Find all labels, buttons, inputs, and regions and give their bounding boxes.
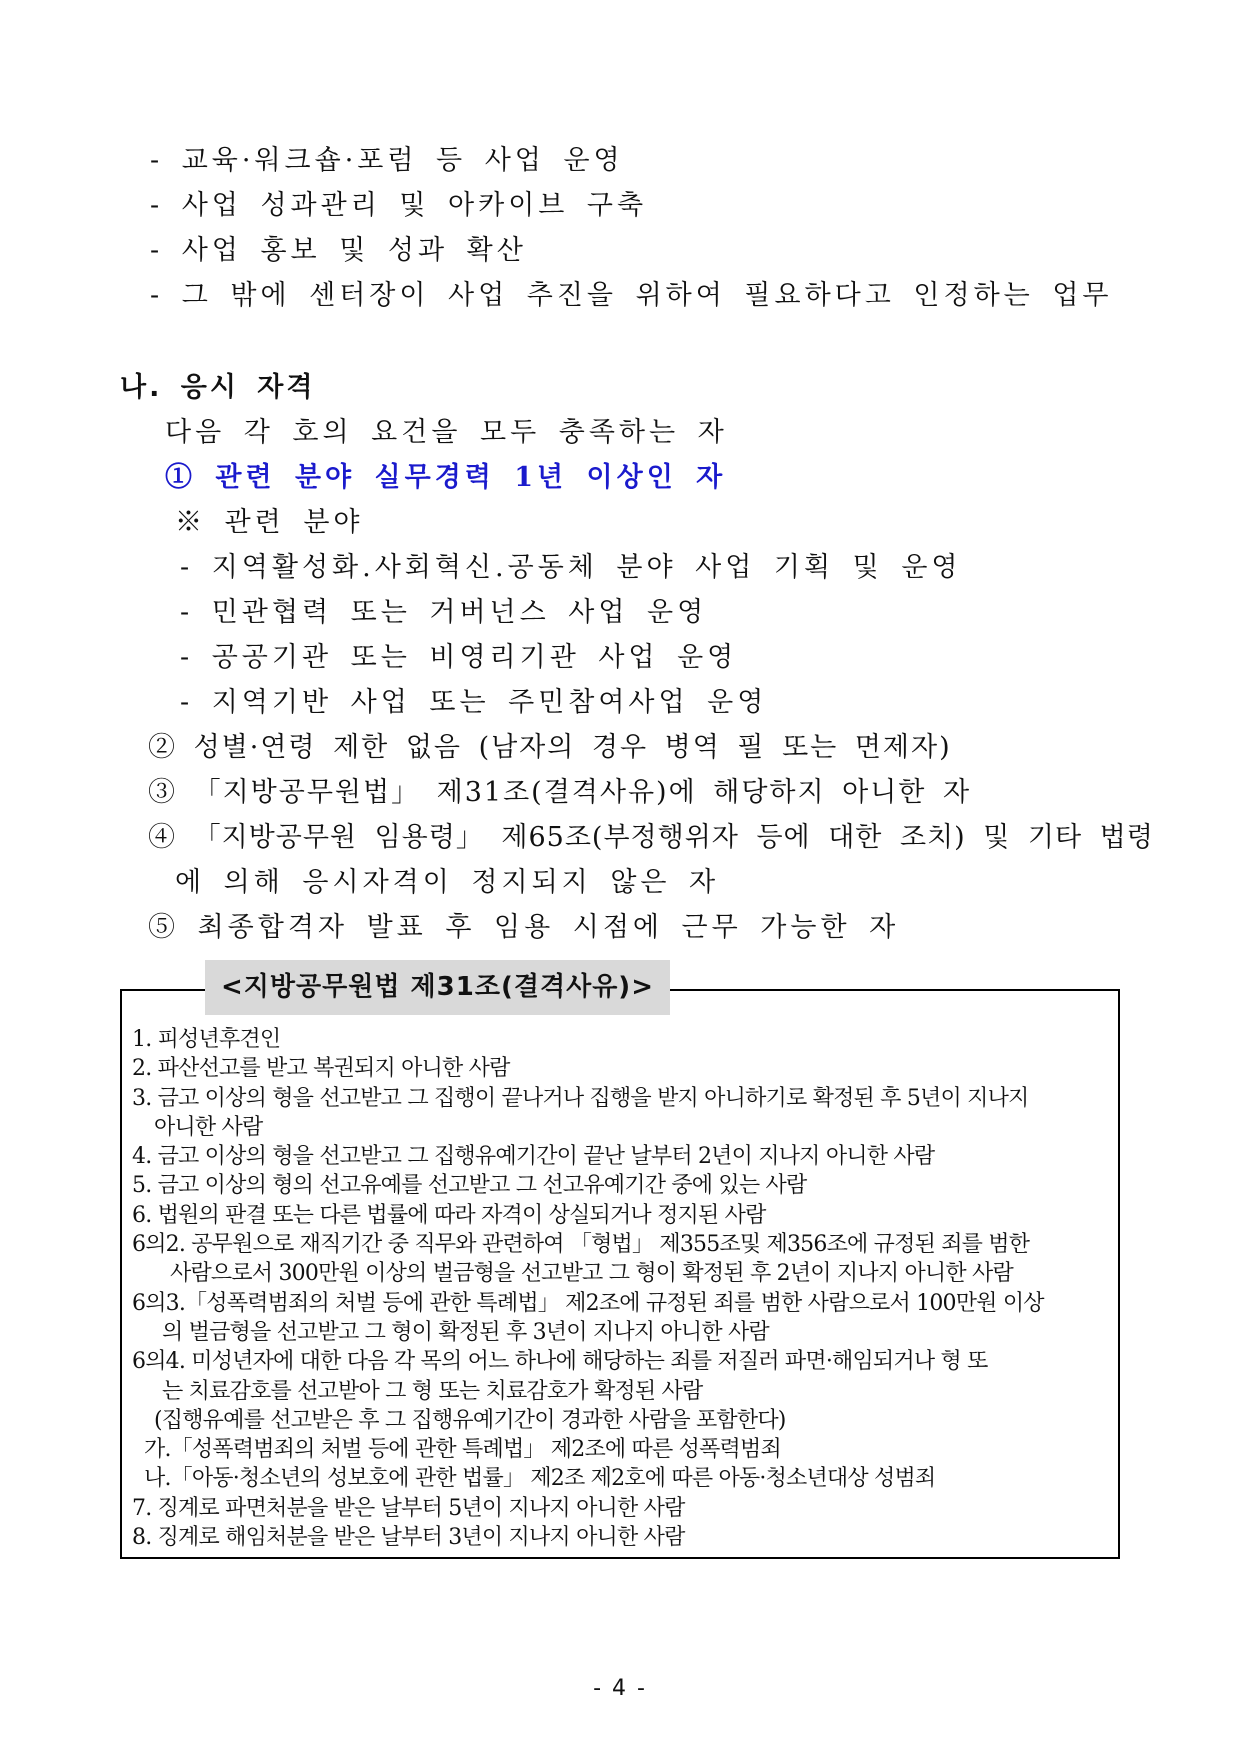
- related-field-item: - 공공기관 또는 비영리기관 사업 운영: [180, 642, 738, 673]
- duty-item: - 사업 홍보 및 성과 확산: [150, 235, 527, 266]
- law-item: 1. 피성년후견인: [132, 1027, 281, 1052]
- law-excerpt-title: <지방공무원법 제31조(결격사유)>: [205, 960, 670, 1015]
- requirement-1: ① 관련 분야 실무경력 1년 이상인 자: [165, 462, 727, 493]
- related-field-item: - 지역기반 사업 또는 주민참여사업 운영: [180, 687, 768, 718]
- law-item: 가.「성폭력범죄의 처벌 등에 관한 특례법」 제2조에 따른 성폭력범죄: [144, 1437, 781, 1463]
- section-heading: 나. 응시 자격: [120, 372, 316, 403]
- duty-item: - 그 밖에 센터장이 사업 추진을 위하여 필요하다고 인정하는 업무: [150, 280, 1113, 311]
- page-number: - 4 -: [593, 1676, 647, 1701]
- law-item: 2. 파산선고를 받고 복권되지 아니한 사람: [132, 1056, 510, 1082]
- requirement-2: ② 성별·연령 제한 없음 (남자의 경우 병역 필 또는 면제자): [148, 732, 952, 763]
- law-item: 6. 법원의 판결 또는 다른 법률에 따라 자격이 상실되거나 정지된 사람: [132, 1202, 766, 1228]
- related-field-item: - 민관협력 또는 거버넌스 사업 운영: [180, 597, 708, 628]
- law-item: 3. 금고 이상의 형을 선고받고 그 집행이 끝나거나 집행을 받지 아니하기로 확정된 후 5년이 지나지: [132, 1085, 1029, 1111]
- law-item: 의 벌금형을 선고받고 그 형이 확정된 후 3년이 지나지 아니한 사람: [162, 1319, 769, 1345]
- related-fields-note: ※ 관련 분야: [175, 507, 364, 538]
- law-item: 6의3.「성폭력범죄의 처벌 등에 관한 특례법」 제2조에 규정된 죄를 범한 사람으로서 100만원 이상: [132, 1290, 1044, 1316]
- duty-item: - 사업 성과관리 및 아카이브 구축: [150, 190, 648, 221]
- law-item: 6의2. 공무원으로 재직기간 중 직무와 관련하여 「형법」 제355조및 제356조에 규정된 죄를 범한: [132, 1232, 1030, 1258]
- law-item: 7. 징계로 파면처분을 받은 날부터 5년이 지나지 아니한 사람: [132, 1495, 685, 1521]
- section-intro: 다음 각 호의 요건을 모두 충족하는 자: [165, 417, 728, 448]
- law-item: 나.「아동·청소년의 성보호에 관한 법률」 제2조 제2호에 따른 아동·청소년대상 성범죄: [144, 1466, 936, 1492]
- law-item: (집행유예를 선고받은 후 그 집행유예기간이 경과한 사람을 포함한다): [154, 1407, 786, 1433]
- law-excerpt-list: [132, 1025, 1117, 1552]
- requirement-5: ⑤ 최종합격자 발표 후 임용 시점에 근무 가능한 자: [148, 912, 900, 943]
- law-item: 는 치료감호를 선고받아 그 형 또는 치료감호가 확정된 사람: [162, 1378, 703, 1404]
- law-item: 사람으로서 300만원 이상의 벌금형을 선고받고 그 형이 확정된 후 2년이 지나지 아니한 사람: [170, 1261, 1013, 1287]
- law-item: 6의4. 미성년자에 대한 다음 각 목의 어느 하나에 해당하는 죄를 저질러 파면·해임되거나 형 또: [132, 1349, 988, 1375]
- law-item: 4. 금고 이상의 형을 선고받고 그 집행유예기간이 끝난 날부터 2년이 지나지 아니한 사람: [132, 1144, 935, 1170]
- law-item: 8. 징계로 해임처분을 받은 날부터 3년이 지나지 아니한 사람: [132, 1525, 685, 1551]
- law-item: 아니한 사람: [154, 1114, 263, 1140]
- related-field-item: - 지역활성화.사회혁신.공동체 분야 사업 기획 및 운영: [180, 552, 962, 583]
- requirement-4-continued: 에 의해 응시자격이 정지되지 않은 자: [175, 867, 720, 898]
- requirement-3: ③ 「지방공무원법」 제31조(결격사유)에 해당하지 아니한 자: [148, 777, 972, 808]
- requirement-4: ④ 「지방공무원 임용령」 제65조(부정행위자 등에 대한 조치) 및 기타 법령: [148, 822, 1154, 853]
- duty-item: - 교육·워크숍·포럼 등 사업 운영: [150, 145, 624, 176]
- law-item: 5. 금고 이상의 형의 선고유예를 선고받고 그 선고유예기간 중에 있는 사람: [132, 1173, 807, 1199]
